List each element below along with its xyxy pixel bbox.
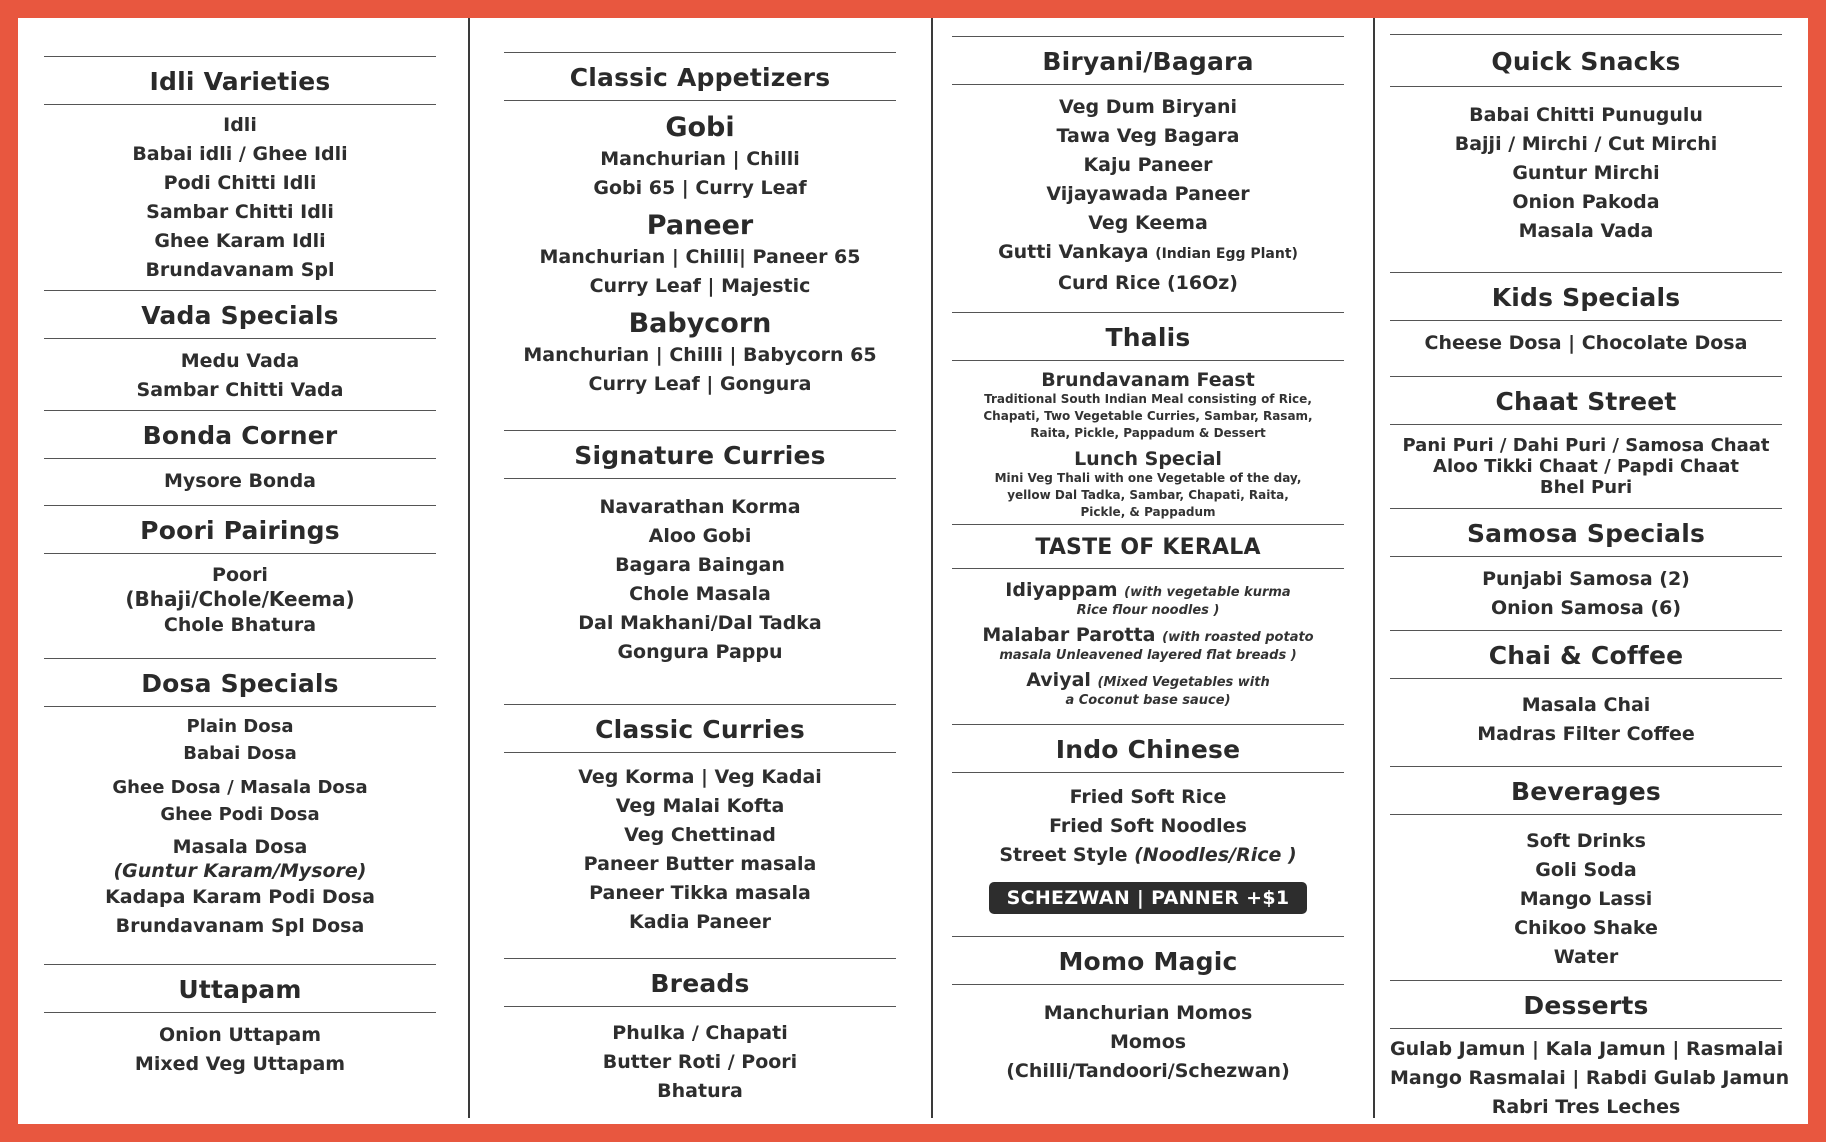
- menu-item: Chole Masala: [629, 583, 771, 605]
- section-beverages: [1390, 766, 1782, 972]
- menu-item: Babai Dosa: [183, 743, 297, 764]
- menu-item: Veg Keema: [1088, 212, 1208, 234]
- section-indo-chinese: [952, 724, 1344, 914]
- menu-page: [18, 18, 1808, 1124]
- menu-item: Manchurian | Chilli| Paneer 65: [539, 246, 861, 268]
- menu-item: Onion Samosa (6): [1490, 597, 1682, 619]
- section-biryani-bagara: [952, 36, 1344, 298]
- section-title: Breads: [504, 958, 896, 1007]
- menu-item: Kaju Paneer: [1083, 154, 1213, 176]
- menu-item: Soft Drinks: [1526, 830, 1646, 852]
- menu-item: Manchurian | Chilli: [600, 148, 800, 170]
- menu-item: Brundavanam Spl: [145, 259, 335, 281]
- section-title: Vada Specials: [44, 290, 436, 339]
- item-description: a Coconut base sauce): [1065, 693, 1231, 708]
- section-desserts: [1390, 980, 1790, 1122]
- menu-item: Masala Vada: [1518, 220, 1654, 242]
- section-taste-of-kerala: [952, 524, 1344, 710]
- menu-item: Goli Soda: [1535, 859, 1637, 881]
- section-title: Thalis: [952, 312, 1344, 361]
- menu-item: Street Style (Noodles/Rice ): [999, 844, 1297, 866]
- menu-item: Navarathan Korma: [599, 496, 801, 518]
- menu-item: Gongura Pappu: [617, 641, 783, 663]
- section-title: Bonda Corner: [44, 410, 436, 459]
- section-classic-curries: [504, 704, 896, 937]
- menu-item: Podi Chitti Idli: [163, 172, 317, 194]
- menu-item: Gulab Jamun | Kala Jamun | Rasmalai: [1390, 1038, 1784, 1060]
- menu-item: Mango Lassi: [1519, 888, 1653, 910]
- section-breads: [504, 958, 896, 1106]
- menu-item: Veg Korma | Veg Kadai: [578, 766, 822, 788]
- menu-item: Water: [1553, 946, 1619, 968]
- section-title: Classic Curries: [504, 704, 896, 753]
- section-title: Kids Specials: [1390, 272, 1782, 321]
- menu-item: Vijayawada Paneer: [1046, 183, 1250, 205]
- menu-item: Gobi 65 | Curry Leaf: [593, 177, 807, 199]
- menu-item: Mango Rasmalai | Rabdi Gulab Jamun: [1390, 1067, 1790, 1089]
- menu-item: Idli: [223, 114, 257, 136]
- section-vada-specials: [44, 290, 436, 405]
- menu-item: Bajji / Mirchi / Cut Mirchi: [1454, 133, 1718, 155]
- menu-item: Bagara Baingan: [615, 554, 785, 576]
- menu-item: Bhel Puri: [1539, 477, 1633, 498]
- section-title: TASTE OF KERALA: [952, 524, 1344, 569]
- section-quick-snacks: [1390, 34, 1782, 246]
- column-divider: [931, 18, 933, 1118]
- sub-category: Gobi: [665, 112, 735, 143]
- section-title: Uttapam: [44, 964, 436, 1013]
- menu-item: Sambar Chitti Vada: [136, 379, 344, 401]
- menu-item: Curry Leaf | Gongura: [588, 373, 812, 395]
- column-divider: [1373, 18, 1375, 1118]
- menu-item: Manchurian | Chilli | Babycorn 65: [523, 344, 877, 366]
- menu-item: Babai Chitti Punugulu: [1469, 104, 1703, 126]
- menu-item: Malabar Parotta (with roasted potato: [982, 624, 1314, 646]
- menu-item: Dal Makhani/Dal Tadka: [578, 612, 822, 634]
- section-thalis: [952, 312, 1344, 521]
- menu-item: Tawa Veg Bagara: [1056, 125, 1240, 147]
- menu-item: Rabri Tres Leches: [1491, 1096, 1681, 1118]
- menu-item: Curry Leaf | Majestic: [589, 275, 811, 297]
- menu-item: Ghee Karam Idli: [154, 230, 326, 252]
- section-title: Momo Magic: [952, 936, 1344, 985]
- menu-column-2: [504, 18, 896, 1124]
- section-samosa-specials: [1390, 508, 1782, 623]
- menu-item: Gutti Vankaya (Indian Egg Plant): [998, 241, 1298, 263]
- item-description: Raita, Pickle, Pappadum & Dessert: [1030, 426, 1266, 440]
- menu-item-note: (Guntur Karam/Mysore): [113, 860, 367, 882]
- section-momo-magic: [952, 936, 1344, 1086]
- section-poori-pairings: [44, 505, 436, 640]
- menu-item: Curd Rice (16Oz): [1058, 272, 1238, 294]
- menu-item: Idiyappam (with vegetable kurma: [1005, 579, 1291, 601]
- section-title: Samosa Specials: [1390, 508, 1782, 557]
- menu-item: Aviyal (Mixed Vegetables with: [1026, 669, 1270, 691]
- menu-item: Aloo Tikki Chaat / Papdi Chaat: [1433, 456, 1739, 477]
- menu-item: Veg Chettinad: [624, 824, 776, 846]
- section-classic-appetizers: [504, 52, 896, 399]
- menu-column-3: [952, 18, 1344, 1124]
- menu-item: Ghee Podi Dosa: [160, 804, 320, 825]
- item-description: Chapati, Two Vegetable Curries, Sambar, Rasam,: [983, 409, 1313, 423]
- menu-item: Mixed Veg Uttapam: [134, 1053, 346, 1075]
- section-kids-specials: [1390, 272, 1782, 358]
- menu-item: Pani Puri / Dahi Puri / Samosa Chaat: [1402, 435, 1770, 456]
- menu-item: Babai idli / Ghee Idli: [132, 143, 348, 165]
- item-description: Mini Veg Thali with one Vegetable of the day,: [994, 471, 1302, 485]
- section-title: Chai & Coffee: [1390, 630, 1782, 679]
- menu-item: Aloo Gobi: [648, 525, 752, 547]
- menu-item: Fried Soft Noodles: [1049, 815, 1247, 837]
- menu-item: Chole Bhatura: [163, 614, 317, 636]
- item-description: yellow Dal Tadka, Sambar, Chapati, Raita,: [1007, 488, 1289, 502]
- menu-item: Kadapa Karam Podi Dosa: [105, 886, 375, 908]
- section-title: Biryani/Bagara: [952, 36, 1344, 85]
- menu-item: Masala Dosa: [172, 836, 308, 858]
- menu-item: Mysore Bonda: [163, 470, 316, 492]
- item-description: Traditional South Indian Meal consisting of Rice,: [984, 392, 1312, 406]
- menu-item: Masala Chai: [1521, 694, 1651, 716]
- menu-item: Butter Roti / Poori: [602, 1051, 798, 1073]
- menu-item: Plain Dosa: [186, 716, 294, 737]
- section-bonda-corner: [44, 410, 436, 496]
- menu-item: Phulka / Chapati: [612, 1022, 788, 1044]
- menu-item: Poori: [212, 564, 268, 586]
- menu-item: (Chilli/Tandoori/Schezwan): [1006, 1060, 1290, 1082]
- section-title: Dosa Specials: [44, 658, 436, 707]
- menu-item: Paneer Butter masala: [583, 853, 817, 875]
- section-title: Beverages: [1390, 766, 1782, 815]
- item-description: masala Unleavened layered flat breads ): [999, 648, 1297, 663]
- column-divider: [468, 18, 470, 1118]
- menu-item: Cheese Dosa | Chocolate Dosa: [1424, 332, 1748, 354]
- section-signature-curries: [504, 430, 896, 667]
- menu-item: Guntur Mirchi: [1512, 162, 1660, 184]
- sub-category: Paneer: [646, 210, 754, 241]
- section-chai-coffee: [1390, 630, 1782, 749]
- item-description: Pickle, & Pappadum: [1080, 505, 1216, 519]
- section-chaat-street: [1390, 376, 1782, 498]
- menu-item: Momos: [1109, 1031, 1187, 1053]
- sub-category: Babycorn: [628, 308, 772, 339]
- section-title: Chaat Street: [1390, 376, 1782, 425]
- section-title: Desserts: [1390, 980, 1782, 1029]
- menu-item: Sambar Chitti Idli: [146, 201, 334, 223]
- menu-item: Fried Soft Rice: [1069, 786, 1227, 808]
- item-description: Rice flour noodles ): [1076, 603, 1220, 618]
- menu-column-1: [44, 18, 436, 1124]
- menu-item: Bhatura: [657, 1080, 743, 1102]
- section-title: Indo Chinese: [952, 724, 1344, 773]
- menu-item: Ghee Dosa / Masala Dosa: [112, 777, 368, 798]
- menu-item: Veg Malai Kofta: [615, 795, 785, 817]
- menu-item: Lunch Special: [1074, 448, 1222, 470]
- section-title: Signature Curries: [504, 430, 896, 479]
- menu-item: Brundavanam Spl Dosa: [115, 915, 365, 937]
- menu-item: Punjabi Samosa (2): [1482, 568, 1690, 590]
- menu-item: Brundavanam Feast: [1041, 369, 1255, 391]
- section-dosa-specials: [44, 658, 436, 941]
- menu-item: Veg Dum Biryani: [1058, 96, 1238, 118]
- section-idli-varieties: [44, 56, 436, 285]
- menu-item: Chikoo Shake: [1514, 917, 1658, 939]
- section-title: Classic Appetizers: [504, 52, 896, 101]
- menu-item: Paneer Tikka masala: [589, 882, 811, 904]
- menu-item: Manchurian Momos: [1043, 1002, 1253, 1024]
- section-title: Poori Pairings: [44, 505, 436, 554]
- menu-item: Kadia Paneer: [629, 911, 771, 933]
- menu-item: Onion Uttapam: [158, 1024, 322, 1046]
- menu-item: (Bhaji/Chole/Keema): [125, 587, 355, 611]
- menu-column-4: [1390, 18, 1790, 1124]
- menu-item: Medu Vada: [180, 350, 300, 372]
- menu-item: Onion Pakoda: [1512, 191, 1660, 213]
- section-title: Idli Varieties: [44, 56, 436, 105]
- menu-item: Madras Filter Coffee: [1477, 723, 1695, 745]
- section-title: Quick Snacks: [1390, 34, 1782, 87]
- section-uttapam: [44, 964, 436, 1079]
- price-badge: SCHEZWAN | PANNER +$1: [989, 882, 1308, 914]
